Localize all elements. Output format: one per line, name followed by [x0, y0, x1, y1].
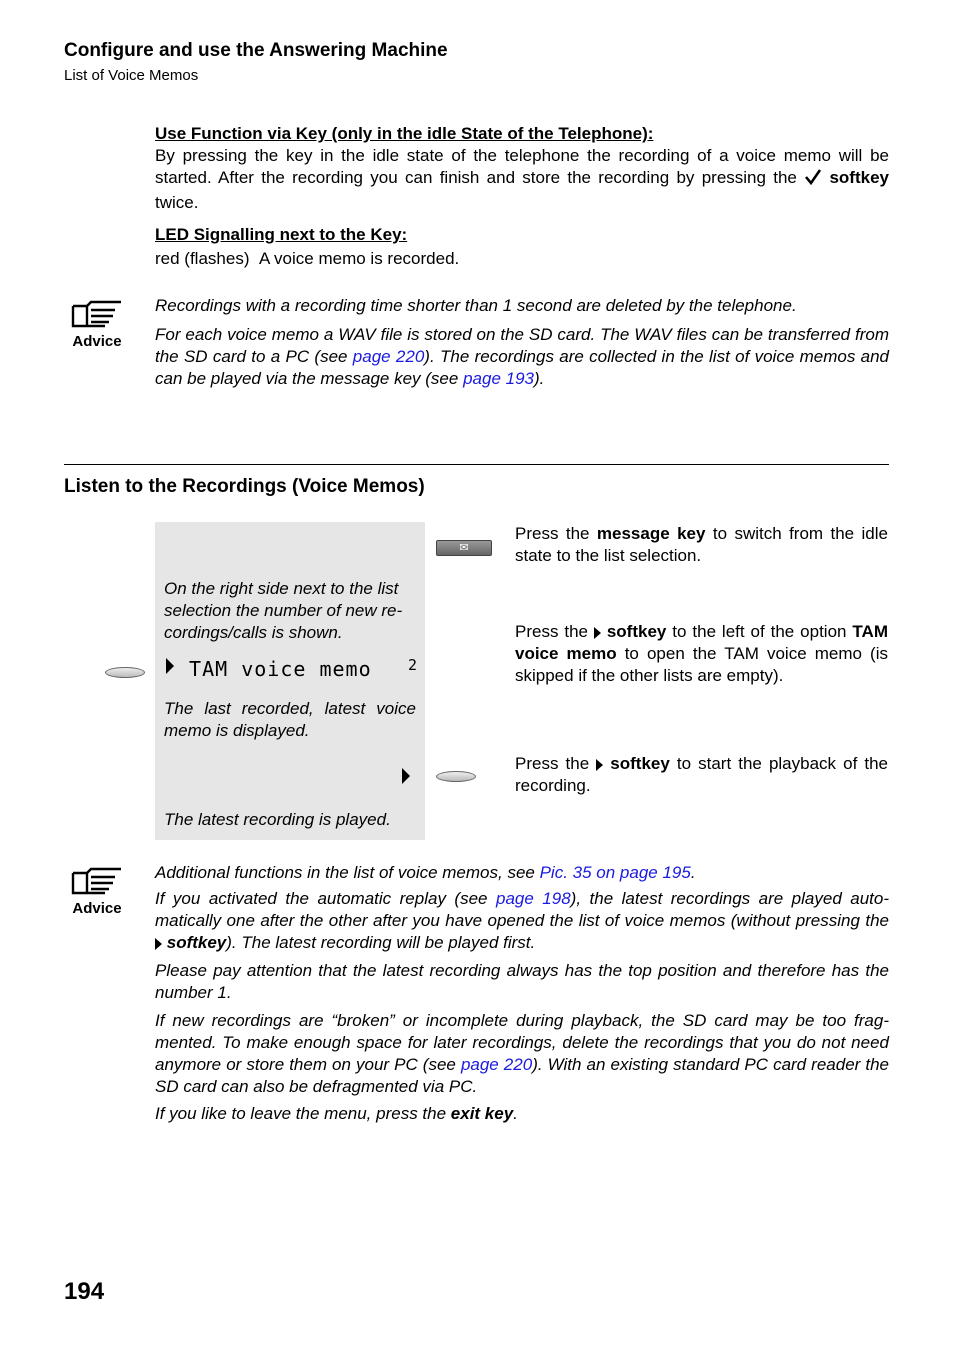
softkey-arrow-icon: [155, 938, 162, 950]
lcd-line: [164, 656, 418, 681]
section-paragraph-use-function: By pressing the key in the idle state of the telephone the recording of a voice memo will be started. After the recording you can finish and store the recording by pressing the softkey twice.: [155, 146, 889, 212]
advice-2-para-4: If new recordings are “broken” or incomplete during playback, the SD card may be too frag-mented. To make enough space for later recordings, delete the recordings that you do not need anymore or store them on your PC (see page 220). With an existing standard PC card reader the SD card can also be defragmented via PC.: [155, 1011, 890, 1096]
step-3-text: Press the softkey to start the playback of the recording.: [515, 754, 888, 795]
section-divider: [64, 464, 889, 465]
panel-note-3: The latest recording is played.: [164, 810, 391, 829]
right-softkey-button[interactable]: [436, 771, 476, 782]
advice-block-2: Advice: [62, 867, 132, 917]
link-page-198[interactable]: page 198: [496, 889, 571, 908]
softkey-arrow-icon: [596, 759, 603, 771]
led-state: red (flashes): [155, 249, 250, 268]
link-page-193[interactable]: page 193: [463, 369, 534, 388]
display-panel: [155, 522, 425, 840]
link-page-220[interactable]: page 220: [460, 1055, 533, 1074]
lcd-option-tam-voice-memo[interactable]: TAM voice memo: [189, 657, 372, 681]
advice-2-para-1: Additional functions in the list of voice memos, see Pic. 35 on page 195.: [155, 863, 696, 882]
step-1-text: Press the message key to switch from the idle state to the list selection.: [515, 524, 888, 565]
advice-2-para-2: If you activated the automatic replay (see page 198), the latest recordings are played auto-matically one after the other after you have opened the list of voice memos (without pressing the softkey). The latest recording will be played first.: [155, 889, 890, 952]
panel-note-2: The last recorded, latest voice memo is displayed.: [164, 699, 416, 740]
softkey-arrow-icon: [594, 627, 601, 639]
step-2-text: Press the softkey to the left of the option TAM voice memo to open the TAM voice memo (is skipped if the other lists are empty).: [515, 622, 888, 685]
page-number: 194: [64, 1278, 105, 1305]
play-arrow-icon: [400, 767, 412, 790]
listen-heading: Listen to the Recordings (Voice Memos): [64, 476, 425, 497]
pointing-hand-icon: [69, 317, 125, 334]
lcd-count: 2: [407, 656, 418, 674]
page-header-title: Configure and use the Answering Machine: [64, 40, 448, 61]
page-header-subtitle: List of Voice Memos: [64, 67, 199, 84]
select-arrow-icon: [164, 656, 176, 680]
message-key-button[interactable]: [436, 540, 492, 556]
advice-1-line-1: Recordings with a recording time shorter than 1 second are deleted by the telephone.: [155, 296, 797, 315]
advice-block-1: Advice: [62, 300, 132, 350]
section-heading-led: LED Signalling next to the Key:: [155, 225, 408, 244]
advice-2-para-5: If you like to leave the menu, press the exit key.: [155, 1104, 518, 1123]
panel-note-1: On the right side next to the list selection the number of new re-cordings/calls is shown.: [164, 579, 403, 642]
link-page-220[interactable]: page 220: [352, 347, 425, 366]
pointing-hand-icon: [69, 884, 125, 901]
led-signal-row: [155, 248, 459, 270]
section-heading-use-function: Use Function via Key (only in the idle State of the Telephone):: [155, 124, 654, 143]
envelope-icon: ✉: [459, 542, 469, 554]
advice-2-para-3: Please pay attention that the latest recording always has the top position and therefore has the number 1.: [155, 961, 889, 1002]
left-softkey-button[interactable]: [105, 667, 145, 678]
checkmark-icon: [804, 168, 822, 192]
led-description: A voice memo is recorded.: [258, 249, 460, 268]
advice-1-line-2: For each voice memo a WAV file is stored on the SD card. The WAV files can be transferred from the SD card to a PC (see page 220). The recordings are collected in the list of voice memos and can be played via the message key (see page 193).: [155, 325, 889, 388]
link-pic-35-page-195[interactable]: Pic. 35 on page 195: [539, 863, 691, 882]
